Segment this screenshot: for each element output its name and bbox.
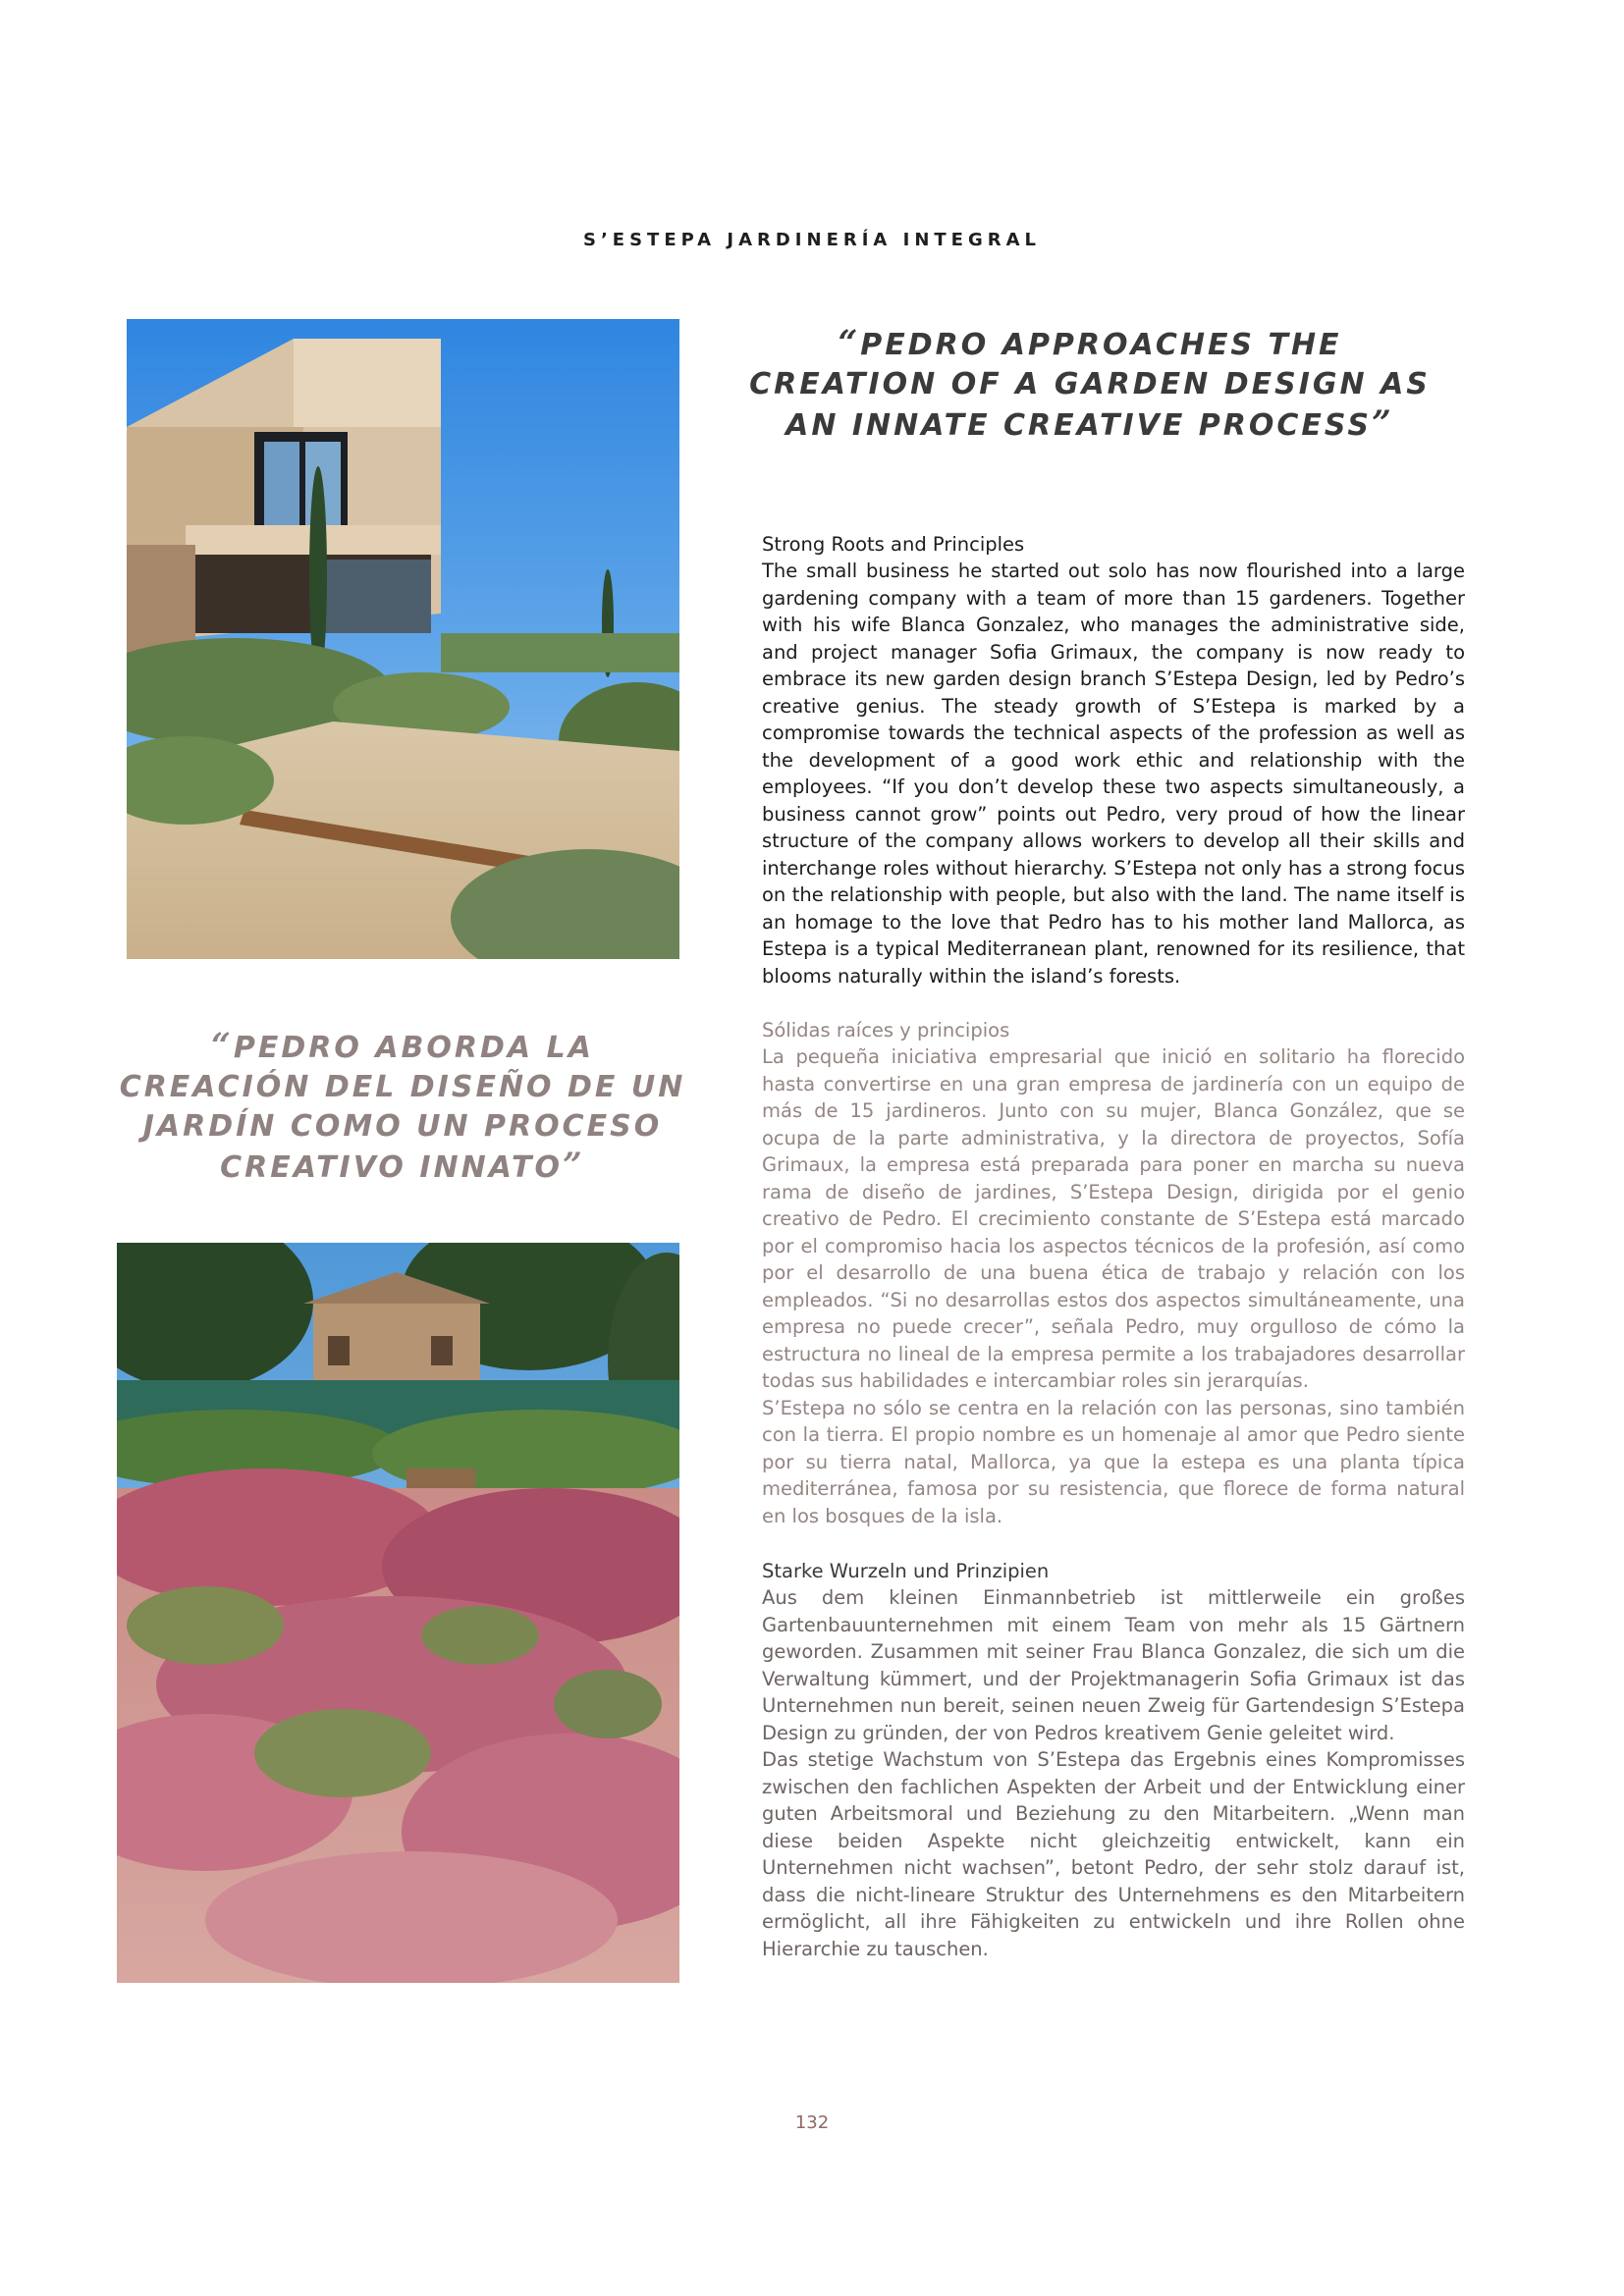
page-number: 132 — [794, 2112, 830, 2133]
article-spanish-paragraph: La pequeña iniciativa empresarial que inició en solitario ha florecido hasta convertirse en una gran empresa de jardinería con un equipo de más de 15 jardineros. Junto con su mujer, Blanca González, que se ocupa de la parte administrativa, y la directora de proyectos, Sofía Grimaux, la empresa está preparada para poner en marcha su nueva rama de diseño de jardines, S’Estepa Design, dirigida por el genio creativo de Pedro. El crecimiento constante de S’Estepa está marcado por el compromiso hacia los aspectos técnicos de la profesión, así como por el desarrollo de una buena ética de trabajo y relación con los empleados. “Si no desarrollas estos dos aspectos simultáneamente, una empresa no puede crecer”, señala Pedro, muy orgulloso de cómo la estructura no lineal de la empresa permite a los trabajadores desarrollar todas sus habilidades e intercambiar roles sin jerarquías. — [762, 1045, 1465, 1392]
pull-quote-spanish-text: PEDRO ABORDA LA CREACIÓN DEL DISEÑO DE UN JARDÍN COMO UN PROCESO CREATIVO INNATO — [119, 1031, 686, 1185]
article-german-paragraph: Aus dem kleinen Einmannbetrieb ist mittlerweile ein großes Gartenbauunternehmen mit einem Team von mehr als 15 Gärtnern geworden. Zusammen mit seiner Frau Blanca Gonzalez, die sich um die Verwaltung kümmert, und der Projektmanagerin Sofia Grimaux ist das Unternehmen nun bereit, seinen neuen Zweig für Gartendesign S’Estepa Design zu gründen, der von Pedros kreativem Genie geleitet wird. — [762, 1586, 1465, 1744]
pull-quote-spanish — [118, 1027, 687, 1188]
open-quote-mark: “ — [838, 324, 861, 363]
article-spanish — [762, 1017, 1465, 1529]
villa-garden-photo — [127, 319, 679, 959]
article-german-heading: Starke Wurzeln und Prinzipien — [762, 1560, 1050, 1582]
magazine-section-header: S’ESTEPA JARDINERÍA INTEGRAL — [583, 230, 1041, 250]
article-spanish-paragraph: S’Estepa no sólo se centra en la relación con las personas, sino también con la tierra. El propio nombre es un homenaje al amor que Pedro siente por su tierra natal, Mallorca, ya que la estepa es una planta típica mediterránea, famosa por su resistencia, que florece de forma natural en los bosques de la isla. — [762, 1396, 1465, 1527]
article-german — [762, 1558, 1465, 1962]
article-german-paragraph: Das stetige Wachstum von S’Estepa das Ergebnis eines Kompromisses zwischen den fachlichen Aspekten der Arbeit und der Entwicklung einer guten Arbeitsmoral und Beziehung zu den Mitarbeitern. „Wenn man diese beiden Aspekte nicht gleichzeitig entwickelt, kann ein Unternehmen nicht wachsen”, betont Pedro, der sehr stolz darauf ist, dass die nicht-lineare Struktur des Unternehmens es den Mitarbeitern ermöglicht, all ihre Fähigkeiten zu entwickeln und ihre Rollen ohne Hierarchie zu tauschen. — [762, 1748, 1465, 1960]
close-quote-mark: ” — [563, 1147, 585, 1186]
article-english-paragraph: The small business he started out solo has now flourished into a large gardening company with a team of more than 15 gardeners. Together with his wife Blanca Gonzalez, who manages the administrative side, and project manager Sofia Grimaux, the company is now ready to embrace its new garden design branch S’Estepa Design, led by Pedro’s creative genius. The steady growth of S’Estepa is marked by a compromise towards the technical aspects of the profession as well as the development of a good work ethic and relationship with the employees. “If you don’t develop these two aspects simultaneously, a business cannot grow” points out Pedro, very proud of how the linear structure of the company allows workers to develop all their skills and interchange roles without hierarchy. S’Estepa not only has a strong focus on the relationship with people, but also with the land. The name itself is an homage to the love that Pedro has to his mother land Mallorca, as Estepa is a typical Mediterranean plant, renowned for its resilience, that blooms naturally within the island’s forests. — [762, 560, 1465, 988]
article-english — [762, 531, 1465, 989]
article-english-heading: Strong Roots and Principles — [762, 533, 1025, 556]
pull-quote-english — [746, 324, 1434, 446]
pink-grass-garden-photo — [117, 1243, 679, 1983]
close-quote-mark: ” — [1372, 404, 1394, 444]
article-spanish-heading: Sólidas raíces y principios — [762, 1019, 1010, 1041]
pull-quote-english-text: PEDRO APPROACHES THE CREATION OF A GARDEN DESIGN AS AN INNATE CREATIVE PROCESS — [749, 328, 1431, 443]
open-quote-mark: “ — [211, 1027, 234, 1066]
